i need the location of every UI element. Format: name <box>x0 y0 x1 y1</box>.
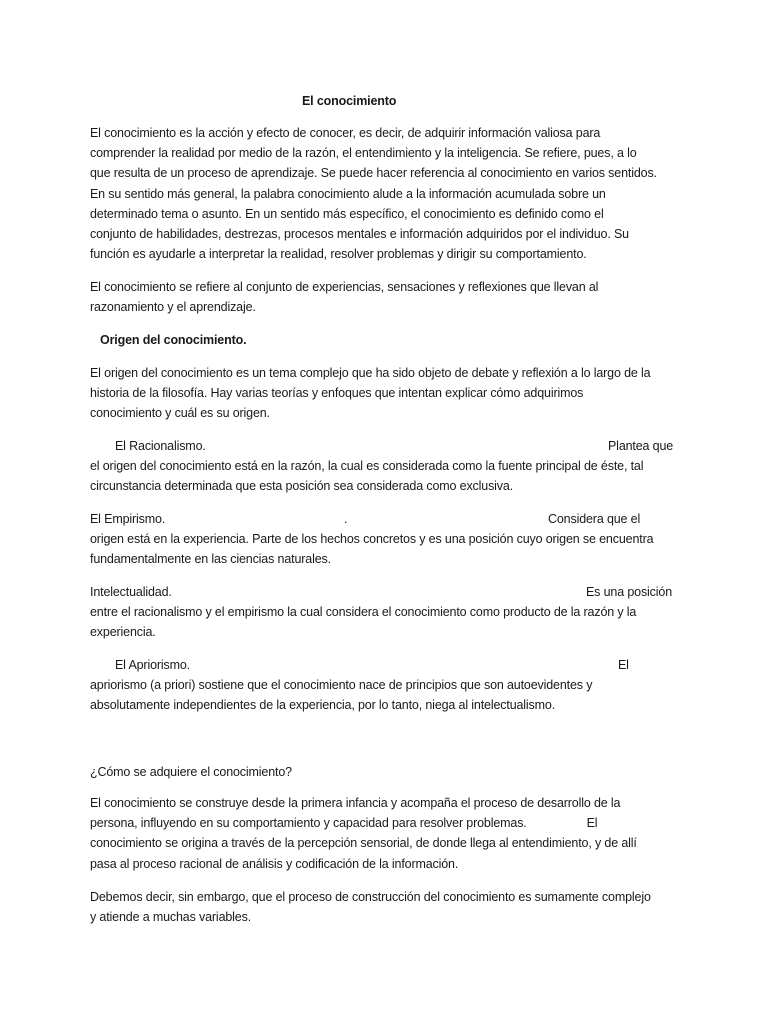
entry-head <box>90 509 690 529</box>
paragraph-line: apriorismo (a priori) sostiene que el conocimiento nace de principios que son autoevidentes y <box>90 678 593 693</box>
paragraph-line: El conocimiento se construye desde la primera infancia y acompaña el proceso de desarrollo de la <box>90 796 621 810</box>
entry-term: El Apriorismo. <box>115 658 191 672</box>
entry-dot: . <box>344 512 348 526</box>
paragraph-line <box>90 813 690 833</box>
entry-term: El Empirismo. <box>90 512 166 526</box>
entry-lead: Considera que el <box>548 512 641 526</box>
paragraph-line: entre el racionalismo y el empirismo la cual considera el conocimiento como producto de la razón y la <box>90 605 637 620</box>
paragraph-line: conocimiento y cuál es su origen. <box>90 406 270 421</box>
paragraph-line: determinado tema o asunto. En un sentido más específico, el conocimiento es definido como el <box>90 206 604 221</box>
paragraph-line-tail: El <box>586 816 598 831</box>
apriorismo-entry <box>90 655 690 716</box>
paragraph-line: fundamentalmente en las ciencias naturales. <box>90 552 331 567</box>
entry-head <box>90 582 690 602</box>
acquire-paragraph <box>90 793 690 874</box>
paragraph-line: que resulta de un proceso de aprendizaje. Se puede hacer referencia al conocimiento en varios sentidos. <box>90 166 657 181</box>
paragraph-line: circunstancia determinada que esta posición sea considerada como exclusiva. <box>90 479 514 494</box>
paragraph-line: y atiende a muchas variables. <box>90 910 252 925</box>
paragraph-line: En su sentido más general, la palabra conocimiento alude a la información acumulada sobre un <box>90 186 606 201</box>
paragraph-line: El origen del conocimiento es un tema complejo que ha sido objeto de debate y reflexión a lo largo de la <box>90 366 651 380</box>
paragraph-line: El conocimiento se refiere al conjunto de experiencias, sensaciones y reflexiones que llevan al <box>90 280 599 294</box>
intelectualidad-entry <box>90 582 690 643</box>
paragraph-line: origen está en la experiencia. Parte de los hechos concretos y es una posición cuyo origen se encuentra <box>90 532 654 547</box>
entry-head <box>90 436 690 456</box>
paragraph-line: El conocimiento es la acción y efecto de conocer, es decir, de adquirir información valiosa para <box>90 126 601 140</box>
paragraph-line: Debemos decir, sin embargo, que el proceso de construcción del conocimiento es sumamente complejo <box>90 890 651 904</box>
paragraph-line: absolutamente independientes de la experiencia, por lo tanto, niega al intelectualismo. <box>90 698 556 713</box>
heading-line: ¿Cómo se adquiere el conocimiento? <box>90 765 292 779</box>
paragraph-line: conocimiento se origina a través de la percepción sensorial, de donde llega al entendimiento, y de allí <box>90 836 637 851</box>
origin-intro-paragraph <box>90 363 690 424</box>
paragraph-line: pasa al proceso racional de análisis y codificación de la información. <box>90 856 459 871</box>
entry-term: Intelectualidad. <box>90 585 172 599</box>
paragraph-line: comprender la realidad por medio de la razón, el entendimiento y la inteligencia. Se refiere, pues, a lo <box>90 146 637 161</box>
paragraph-line: experiencia. <box>90 625 156 640</box>
closing-paragraph <box>90 887 690 927</box>
paragraph-line: función es ayudarle a interpretar la realidad, resolver problemas y dirigir su comportamiento. <box>90 247 587 262</box>
entry-head <box>90 655 690 675</box>
intro2-paragraph <box>90 277 690 317</box>
paragraph-line: historia de la filosofía. Hay varias teorías y enfoques que intentan explicar cómo adquirimos <box>90 386 584 401</box>
paragraph-line: el origen del conocimiento está en la razón, la cual es considerada como la fuente principal de éste, tal <box>90 459 644 474</box>
paragraph-line: conjunto de habilidades, destrezas, procesos mentales e información adquiridos por el individuo. Su <box>90 226 629 241</box>
entry-lead: El <box>618 658 629 672</box>
paragraph-line: razonamiento y el aprendizaje. <box>90 300 256 315</box>
entry-lead: Plantea que <box>608 439 674 453</box>
document-title: El conocimiento <box>302 94 397 108</box>
origin-heading: Origen del conocimiento. <box>100 333 247 347</box>
paragraph-line-main: persona, influyendo en su comportamiento y capacidad para resolver problemas. <box>90 816 527 831</box>
racionalismo-entry <box>90 436 690 497</box>
entry-lead: Es una posición <box>586 585 673 599</box>
acquire-heading <box>90 762 690 782</box>
intro-paragraph <box>90 123 690 264</box>
entry-term: El Racionalismo. <box>115 439 206 453</box>
empirismo-entry <box>90 509 690 570</box>
